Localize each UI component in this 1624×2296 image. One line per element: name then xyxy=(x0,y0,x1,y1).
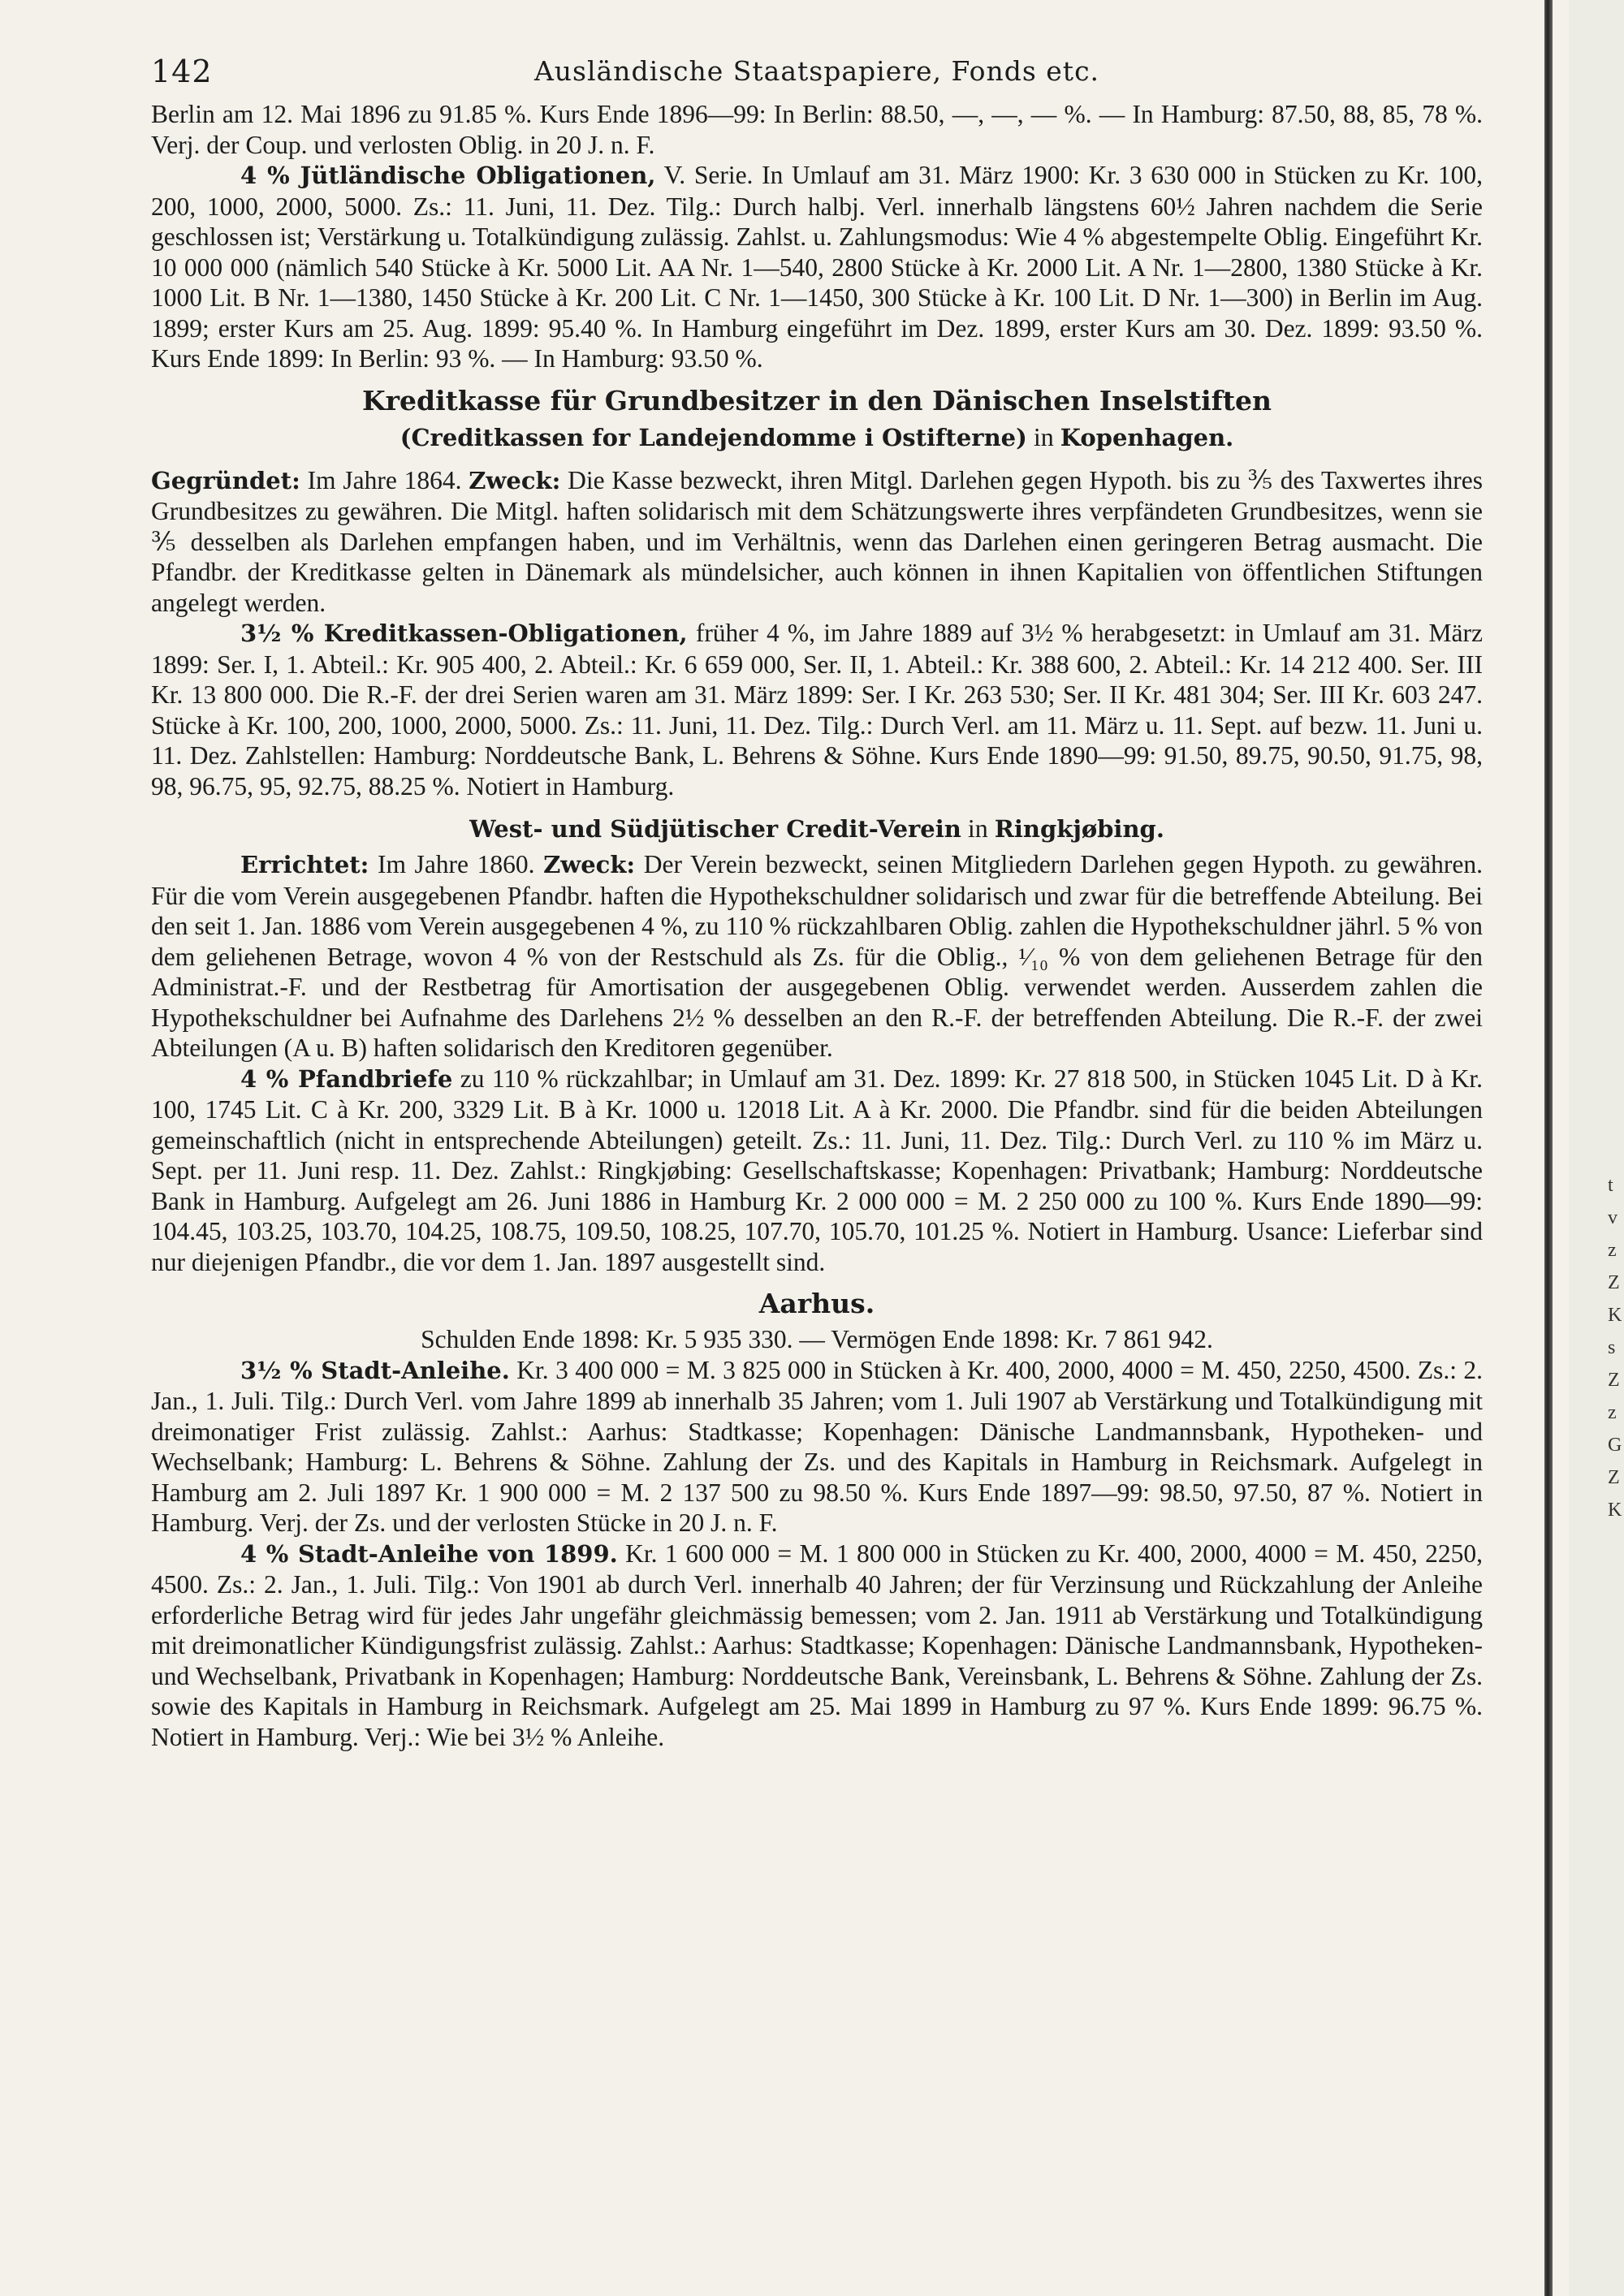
paragraph xyxy=(151,99,1483,160)
bold-term: 3½ % Kreditkassen-Obligationen, xyxy=(240,619,688,647)
bold-term: Gegründet: xyxy=(151,466,300,494)
paragraph xyxy=(151,849,1483,1064)
adjacent-page-margin xyxy=(1569,0,1624,2296)
adjacent-letter: z xyxy=(1608,1402,1617,1423)
section-heading xyxy=(151,1288,1483,1319)
bold-term: Zweck: xyxy=(469,466,561,494)
page-number: 142 xyxy=(151,54,213,89)
adjacent-letter: v xyxy=(1608,1207,1618,1228)
section-heading xyxy=(151,813,1483,844)
adjacent-letter: Z xyxy=(1608,1467,1620,1488)
text-run: Im Jahre 1864. xyxy=(300,465,469,494)
bold-term: (Creditkassen for Landejendomme i Ostifterne) xyxy=(400,423,1027,451)
text-run: Die Kasse bezweckt, ihren Mitgl. Darlehen gegen Hypoth. bis zu ⅗ des Taxwertes ihres Grundbesitzes zu gewähren. Die Mitgl. haften solidarisch mit dem Schätzungswerte ihres verpfändeten Grundbesitzes, wenn sie ⅗ desselben als Darlehen empfangen haben, und im Verhältnis, wenn das Darlehen einen geringeren Betrag ausmacht. Die Pfandbr. der Kreditkasse gelten in Dänemark als mündelsicher, auch können in ihnen Kapitalien von öffentlichen Stiftungen angelegt werden. xyxy=(151,465,1483,617)
text-run: Im Jahre 1860. xyxy=(369,850,544,878)
text-run: Aarhus. xyxy=(758,1288,875,1319)
summary-line xyxy=(151,1324,1483,1355)
paragraph xyxy=(151,1355,1483,1539)
text-run: Kreditkasse für Grundbesitzer in den Dänischen Inselstiften xyxy=(361,384,1272,416)
page-body xyxy=(151,99,1483,1752)
bold-term: Kopenhagen. xyxy=(1060,423,1234,451)
adjacent-letter: G xyxy=(1608,1435,1622,1456)
paragraph xyxy=(151,1064,1483,1278)
running-title: Ausländische Staatspapiere, Fonds etc. xyxy=(533,55,1100,87)
paragraph xyxy=(151,160,1483,374)
text-run: in xyxy=(961,814,995,843)
adjacent-letter: K xyxy=(1608,1500,1622,1521)
section-heading xyxy=(151,386,1483,416)
adjacent-letter: t xyxy=(1608,1175,1613,1196)
text-run: zu 110 % rückzahlbar; in Umlauf am 31. Dez. 1899: Kr. 27 818 500, in Stücken 1045 Lit. D à Kr. 100, 1745 Lit. C à Kr. 200, 3329 Lit. B à Kr. 1000 u. 12018 Lit. A à Kr. 2000. Die Pfandbr. sind für die beiden Abteilungen gemeinschaftlich (nicht in entsprechende Abteilungen) geteilt. Zs.: 11. Juni, 11. Dez. Tilg.: Durch Verl. zu 110 % im März u. Sept. per 11. Juni resp. 11. Dez. Zahlst.: Ringkjøbing: Gesellschaftskasse; Kopenhagen: Privatbank; Hamburg: Norddeutsche Bank in Hamburg. Aufgelegt am 26. Juni 1886 in Hamburg Kr. 2 000 000 = M. 2 250 000 zu 100 %. Kurs Ende 1890—99: 104.45, 103.25, 103.70, 104.25, 108.75, 109.50, 108.25, 107.70, 105.70, 101.25 %. Notiert in Hamburg. Usance: Lieferbar sind nur diejenigen Pfandbr., die vor dem 1. Jan. 1897 ausgestellt sind. xyxy=(151,1064,1484,1276)
adjacent-letter: z xyxy=(1608,1240,1617,1261)
bold-term: Errichtet: xyxy=(240,851,369,878)
bold-term: Ringkjøbing. xyxy=(994,815,1164,843)
bold-term: 4 % Pfandbriefe xyxy=(240,1064,453,1093)
paragraph xyxy=(151,465,1483,619)
paragraph xyxy=(151,618,1483,801)
page-header xyxy=(151,50,1483,99)
paragraph xyxy=(151,1539,1483,1753)
text-run: Schulden Ende 1898: Kr. 5 935 330. — Vermögen Ende 1898: Kr. 7 861 942. xyxy=(421,1325,1213,1353)
adjacent-letter: K xyxy=(1608,1305,1622,1326)
text-run: in xyxy=(1026,421,1060,451)
bold-term: West- und Südjütischer Credit-Verein xyxy=(469,815,961,843)
adjacent-letter: Z xyxy=(1608,1370,1620,1391)
text-run: V. Serie. In Umlauf am 31. März 1900: Kr. 3 630 000 in Stücken zu Kr. 100, 200, 1000, 2000, 5000. Zs.: 11. Juni, 11. Dez. Tilg.: Durch halbj. Verl. innerhalb längstens 60½ Jahren nachdem die Serie geschlossen ist; Verstärkung u. Totalkündigung zulässig. Zahlst. u. Zahlungsmodus: Wie 4 % abgestempelte Oblig. Eingeführt Kr. 10 000 000 (nämlich 540 Stücke à Kr. 5000 Lit. AA Nr. 1—540, 2800 Stücke à Kr. 2000 Lit. A Nr. 1—2800, 1380 Stücke à Kr. 1000 Lit. B Nr. 1—1380, 1450 Stücke à Kr. 200 Lit. C Nr. 1—1450, 300 Stücke à Kr. 100 Lit. D Nr. 1—300) in Berlin im Aug. 1899; erster Kurs am 25. Aug. 1899: 95.40 %. In Hamburg eingeführt im Dez. 1899, erster Kurs am 30. Dez. 1899: 93.50 %. Kurs Ende 1899: In Berlin: 93 %. — In Hamburg: 93.50 %. xyxy=(151,161,1484,373)
document-page xyxy=(151,50,1483,1752)
section-subheading xyxy=(151,421,1483,454)
bold-term: 4 % Jütländische Obligationen, xyxy=(240,162,656,189)
text-run: Kr. 1 600 000 = M. 1 800 000 in Stücken zu Kr. 400, 2000, 4000 = M. 450, 2250, 4500. Zs.: 2. Jan., 1. Juli. Tilg.: Von 1901 ab durch Verl. innerhalb 40 Jahren; der für Verzinsung und Rückzahlung der Anleihe erforderliche Betrag wird für jedes Jahr ungefähr gleichmässig bemessen; vom 2. Jan. 1911 ab Verstärkung und Totalkündigung mit dreimonatlicher Kündigungsfrist zulässig. Zahlst.: Aarhus: Stadtkasse; Kopenhagen: Dänische Landmannsbank, Hypotheken- und Wechselbank, Privatbank in Kopenhagen; Hamburg: Norddeutsche Bank, Vereinsbank, L. Behrens & Söhne. Zahlung der Zs. sowie des Kapitals in Hamburg in Reichsmark. Aufgelegt am 25. Mai 1899 in Hamburg zu 97 %. Kurs Ende 1899: 96.75 %. Notiert in Hamburg. Verj.: Wie bei 3½ % Anleihe. xyxy=(151,1539,1483,1751)
text-run: Der Verein bezweckt, seinen Mitgliedern Darlehen gegen Hypoth. zu gewähren. Für die vom Verein ausgegebenen Pfandbr. haften die Hypothekschuldner solidarisch und zwar für die betreffende Abteilung. Bei den seit 1. Jan. 1886 vom Verein ausgegebenen 4 %, zu 110 % rückzahlbaren Oblig. zahlen die Hypothekschuldner jährl. 5 % von dem geliehenen Betrage, wovon 4 % von der Restschuld als Zs. für die Oblig., ¹⁄₁₀ % von dem geliehenen Betrage für den Administrat.-F. und der Restbetrag für Amortisation der ausgegebenen Oblig. verwendet werden. Ausserdem zahlen die Hypothekschuldner bei Aufnahme des Darlehens 2½ % desselben an den R.-F. der betreffenden Abteilung. Die R.-F. der zwei Abteilungen (A u. B) haften solidarisch den Kreditoren gegenüber. xyxy=(151,850,1483,1062)
adjacent-page-letters xyxy=(1608,1169,1624,1526)
bold-term: 3½ % Stadt-Anleihe. xyxy=(240,1356,510,1384)
text-run: Berlin am 12. Mai 1896 zu 91.85 %. Kurs Ende 1896—99: In Berlin: 88.50, —, —, — %. — In Hamburg: 87.50, 88, 85, 78 %. Verj. der Coup. und verlosten Oblig. in 20 J. n. F. xyxy=(151,100,1483,159)
adjacent-letter: s xyxy=(1608,1337,1616,1358)
text-run: früher 4 %, im Jahre 1889 auf 3½ % herabgesetzt: in Umlauf am 31. März 1899: Ser. I, 1. Abteil.: Kr. 905 400, 2. Abteil.: Kr. 6 659 000, Ser. II, 1. Abteil.: Kr. 388 600, 2. Abteil.: Kr. 14 212 400. Ser. III Kr. 13 800 000. Die R.-F. der drei Serien waren am 31. März 1899: Ser. I Kr. 263 530; Ser. II Kr. 481 304; Ser. III Kr. 603 247. Stücke à Kr. 100, 200, 1000, 2000, 5000. Zs.: 11. Juni, 11. Dez. Tilg.: Durch Verl. am 11. März u. 11. Sept. auf bezw. 11. Juni u. 11. Dez. Zahlstellen: Hamburg: Norddeutsche Bank, L. Behrens & Söhne. Kurs Ende 1890—99: 91.50, 89.75, 90.50, 91.75, 98, 98, 96.75, 95, 92.75, 88.25 %. Notiert in Hamburg. xyxy=(151,619,1483,801)
page-edge-shadow xyxy=(1544,0,1553,2296)
bold-term: Zweck: xyxy=(543,851,636,878)
bold-term: 4 % Stadt-Anleihe von 1899. xyxy=(240,1539,618,1568)
text-run: Kr. 3 400 000 = M. 3 825 000 in Stücken à Kr. 400, 2000, 4000 = M. 450, 2250, 4500. Zs.: 2. Jan., 1. Juli. Tilg.: Durch Verl. vom Jahre 1899 ab innerhalb 35 Jahren; vom 1. Juli 1907 ab Verstärkung und Totalkündigung mit dreimonatiger Frist zulässig. Zahlst.: Aarhus: Stadtkasse; Kopenhagen: Dänische Landmannsbank, Hypotheken- und Wechselbank; Hamburg: L. Behrens & Söhne. Zahlung der Zs. und des Kapitals in Hamburg in Reichsmark. Aufgelegt in Hamburg am 2. Juli 1897 Kr. 1 900 000 = M. 2 137 500 zu 98.50 %. Kurs Ende 1897—99: 98.50, 97.50, 87 %. Notiert in Hamburg. Verj. der Zs. und der verlosten Stücke in 20 J. n. F. xyxy=(151,1355,1484,1537)
adjacent-letter: Z xyxy=(1608,1272,1620,1293)
